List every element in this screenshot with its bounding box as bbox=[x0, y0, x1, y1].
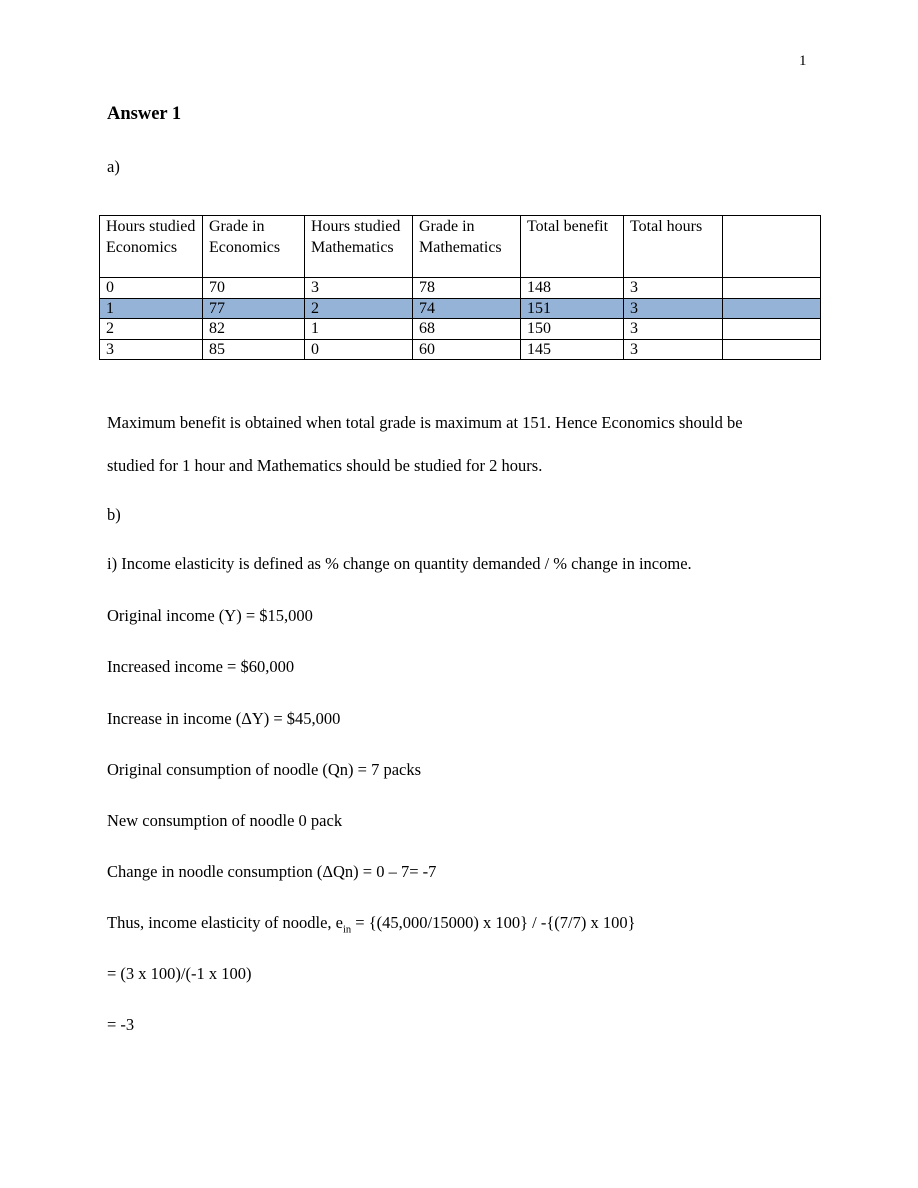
table-cell: 70 bbox=[203, 278, 305, 299]
table-cell: 0 bbox=[100, 278, 203, 299]
table-cell: 74 bbox=[413, 298, 521, 319]
col-header-total-benefit: Total benefit bbox=[521, 216, 624, 278]
table-row bbox=[100, 278, 821, 299]
answer-heading: Answer 1 bbox=[107, 104, 182, 124]
table-cell: 148 bbox=[521, 278, 624, 299]
table-cell: 145 bbox=[521, 339, 624, 360]
table-cell: 3 bbox=[624, 319, 723, 340]
study-benefit-table bbox=[99, 215, 821, 360]
table-cell: 3 bbox=[305, 278, 413, 299]
table-cell bbox=[723, 298, 821, 319]
table-cell bbox=[723, 278, 821, 299]
table-cell: 60 bbox=[413, 339, 521, 360]
table-cell: 1 bbox=[305, 319, 413, 340]
formula-prefix: Thus, income elasticity of noodle, e bbox=[107, 913, 343, 932]
col-header-empty bbox=[723, 216, 821, 278]
result-line: = -3 bbox=[107, 1015, 135, 1034]
formula-suffix: = {(45,000/15000) x 100} / -{(7/7) x 100} bbox=[351, 913, 636, 932]
table-cell: 77 bbox=[203, 298, 305, 319]
table-row bbox=[100, 319, 821, 340]
conclusion-line: studied for 1 hour and Mathematics should be studied for 2 hours. bbox=[107, 456, 543, 475]
col-header-hours-economics: Hours studied Economics bbox=[100, 216, 203, 278]
calc-line-original-consumption: Original consumption of noodle (Qn) = 7 packs bbox=[107, 760, 422, 779]
table-row-highlighted bbox=[100, 298, 821, 319]
table-cell: 3 bbox=[624, 339, 723, 360]
calc-line-income-increase: Increase in income (ΔY) = $45,000 bbox=[107, 709, 341, 728]
col-header-grade-economics: Grade in Economics bbox=[203, 216, 305, 278]
elasticity-definition: i) Income elasticity is defined as % change on quantity demanded / % change in income. bbox=[107, 554, 692, 573]
table-cell: 2 bbox=[100, 319, 203, 340]
table-cell bbox=[723, 339, 821, 360]
page-number: 1 bbox=[799, 53, 807, 69]
table-header-row bbox=[100, 216, 821, 278]
table-cell: 78 bbox=[413, 278, 521, 299]
table-cell: 2 bbox=[305, 298, 413, 319]
table-cell: 3 bbox=[100, 339, 203, 360]
table-cell: 150 bbox=[521, 319, 624, 340]
conclusion-line: Maximum benefit is obtained when total grade is maximum at 151. Hence Economics should be bbox=[107, 413, 743, 432]
col-header-hours-mathematics: Hours studied Mathematics bbox=[305, 216, 413, 278]
result-line: = (3 x 100)/(-1 x 100) bbox=[107, 964, 252, 983]
table-cell: 1 bbox=[100, 298, 203, 319]
elasticity-formula bbox=[107, 913, 636, 936]
col-header-grade-mathematics: Grade in Mathematics bbox=[413, 216, 521, 278]
table-cell: 151 bbox=[521, 298, 624, 319]
table-cell: 82 bbox=[203, 319, 305, 340]
table-cell: 3 bbox=[624, 278, 723, 299]
calc-line-increased-income: Increased income = $60,000 bbox=[107, 657, 295, 676]
calc-line-consumption-change: Change in noodle consumption (ΔQn) = 0 – 7= -7 bbox=[107, 862, 437, 881]
calc-line-new-consumption: New consumption of noodle 0 pack bbox=[107, 811, 343, 830]
table-cell bbox=[723, 319, 821, 340]
table-cell: 3 bbox=[624, 298, 723, 319]
table-cell: 85 bbox=[203, 339, 305, 360]
table-row bbox=[100, 339, 821, 360]
section-a-label: a) bbox=[107, 157, 120, 176]
col-header-total-hours: Total hours bbox=[624, 216, 723, 278]
table-cell: 68 bbox=[413, 319, 521, 340]
calc-line-original-income: Original income (Y) = $15,000 bbox=[107, 606, 313, 625]
section-b-label: b) bbox=[107, 505, 121, 524]
table-cell: 0 bbox=[305, 339, 413, 360]
formula-subscript: in bbox=[342, 924, 352, 936]
